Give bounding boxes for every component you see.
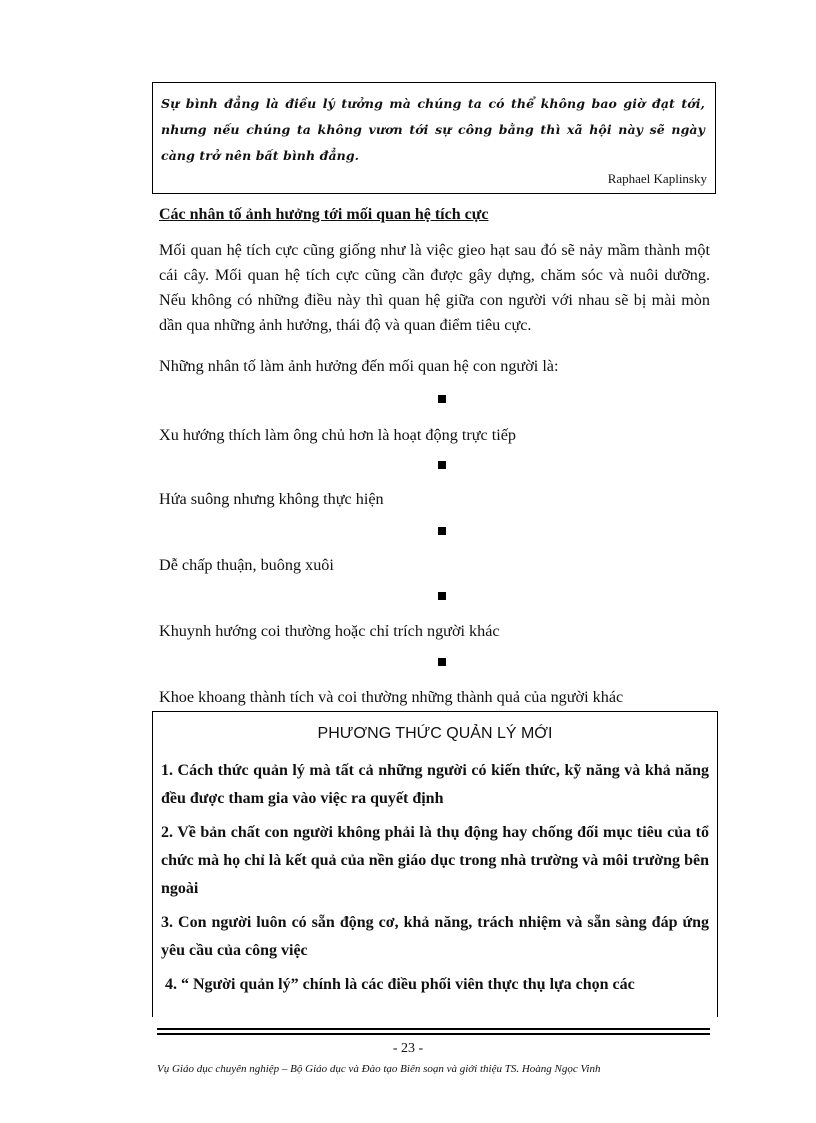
body-paragraph: Mối quan hệ tích cực cũng giống như là việc gieo hạt sau đó sẽ nảy mầm thành một cái cây. Mối quan hệ tích cực cũng cần được gây dựng, chăm sóc và nuôi dưỡng. Nếu không có những điều này thì quan hệ giữa con người với nhau sẽ bị mài mòn dần qua những ảnh hưởng, thái độ và quan điểm tiêu cực. bbox=[159, 241, 710, 334]
box-item: 1. Cách thức quản lý mà tất cả những người có kiến thức, kỹ năng và khả năng đều được tham gia vào việc ra quyết định bbox=[161, 762, 709, 807]
bullet-square-icon bbox=[438, 658, 446, 666]
box-item: 4. “ Người quản lý” chính là các điều phối viên thực thụ lựa chọn các bbox=[165, 976, 635, 993]
quote-box bbox=[152, 82, 716, 194]
footer-divider bbox=[157, 1033, 710, 1035]
factors-intro: Những nhân tố làm ảnh hưởng đến mối quan hệ con người là: bbox=[159, 357, 559, 375]
factor-item: Xu hướng thích làm ông chủ hơn là hoạt động trực tiếp bbox=[159, 426, 517, 444]
bullet-square-icon bbox=[438, 461, 446, 469]
box-title: PHƯƠNG THỨC QUẢN LÝ MỚI bbox=[317, 725, 553, 742]
section-heading: Các nhân tố ảnh hưởng tới mối quan hệ tích cực bbox=[159, 206, 489, 223]
footer-text: Vụ Giáo dục chuyên nghiệp – Bộ Giáo dục và Đào tạo Biên soạn và giới thiệu TS. Hoàng Ngọc Vinh bbox=[157, 1063, 601, 1075]
box-item: 2. Về bản chất con người không phải là thụ động hay chống đối mục tiêu của tổ chức mà họ chỉ là kết quả của nền giáo dục trong nhà trường và môi trường bên ngoài bbox=[161, 824, 709, 897]
factor-item: Khuynh hướng coi thường hoặc chỉ trích người khác bbox=[159, 622, 500, 640]
bullet-square-icon bbox=[438, 592, 446, 600]
management-method-box bbox=[152, 711, 718, 1017]
bullet-square-icon bbox=[438, 395, 446, 403]
quote-text: Sự bình đẳng là điều lý tưởng mà chúng ta có thể không bao giờ đạt tới, nhưng nếu chúng ta không vươn tới sự công bằng thì xã hội này sẽ ngày càng trở nên bất bình đẳng. bbox=[161, 96, 705, 163]
quote-author: Raphael Kaplinsky bbox=[607, 171, 707, 186]
factor-item: Dễ chấp thuận, buông xuôi bbox=[159, 556, 334, 574]
box-item: 3. Con người luôn có sẵn động cơ, khả năng, trách nhiệm và sẵn sàng đáp ứng yêu cầu của công việc bbox=[161, 914, 709, 959]
footer-divider bbox=[157, 1028, 710, 1030]
factor-item: Khoe khoang thành tích và coi thường những thành quả của người khác bbox=[159, 688, 624, 706]
page-number: - 23 - bbox=[392, 1041, 424, 1056]
factor-item: Hứa suông nhưng không thực hiện bbox=[159, 490, 384, 508]
bullet-square-icon bbox=[438, 527, 446, 535]
